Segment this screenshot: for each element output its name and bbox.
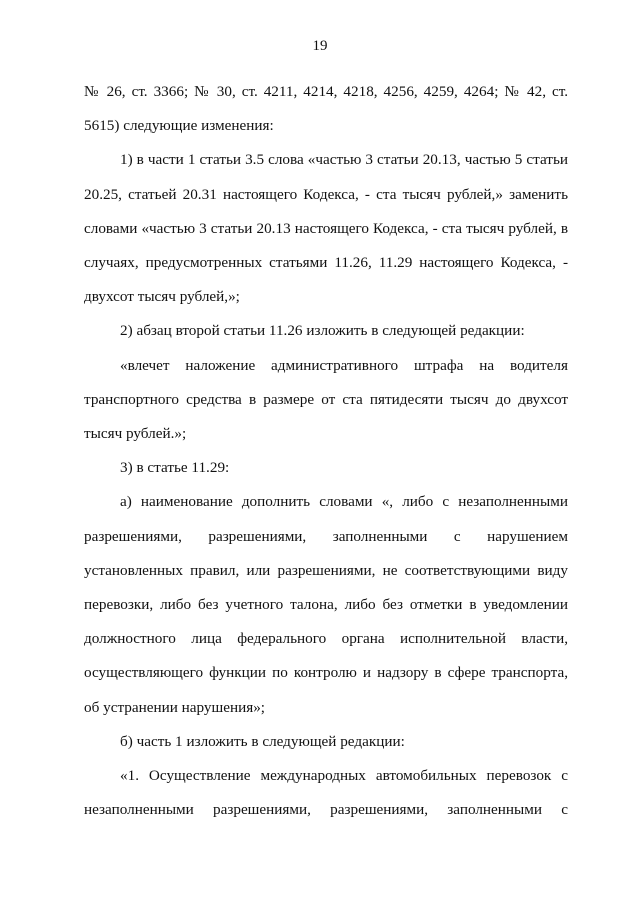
paragraph-subitem-a: а) наименование дополнить словами «, либо с незаполненными разрешениями, разрешениями, заполненными с нарушением установленных правил, или разрешениями, не соответствующими виду перевозки, либо без учетного талона, либо без отметки в уведомлении должностного лица федерального органа исполнительной власти, осуществляющего функции по контролю и надзору в сфере транспорта, об устранении нарушения»; [84, 493, 568, 716]
page-number: 19 [312, 38, 328, 54]
paragraph-quote-2: «1. Осуществление международных автомобильных перевозок с незаполненными разрешениями, разрешениями, заполненными с [84, 767, 568, 819]
paragraph-quote-1: «влечет наложение административного штрафа на водителя транспортного средства в размере от ста пятидесяти тысяч до двухсот тысяч рублей.»; [84, 356, 568, 443]
paragraph-subitem-b: б) часть 1 изложить в следующей редакции: [120, 732, 405, 750]
paragraph-item-3: 3) в статье 11.29: [120, 459, 230, 477]
paragraph-continuation: № 26, ст. 3366; № 30, ст. 4211, 4214, 4218, 4256, 4259, 4264; № 42, ст. 5615) следующие изменения: [84, 83, 568, 135]
paragraph-item-1: 1) в части 1 статьи 3.5 слова «частью 3 статьи 20.13, частью 5 статьи 20.25, статьей 20.31 настоящего Кодекса, - ста тысяч рублей,» заменить словами «частью 3 статьи 20.13 настоящего Кодекса, - ста тысяч рублей, в случаях, предусмотренных статьями 11.26, 11.29 настоящего Кодекса, - двухсот тысяч рублей,»; [84, 151, 568, 306]
document-body [84, 75, 568, 827]
paragraph-item-2: 2) абзац второй статьи 11.26 изложить в следующей редакции: [120, 322, 525, 340]
